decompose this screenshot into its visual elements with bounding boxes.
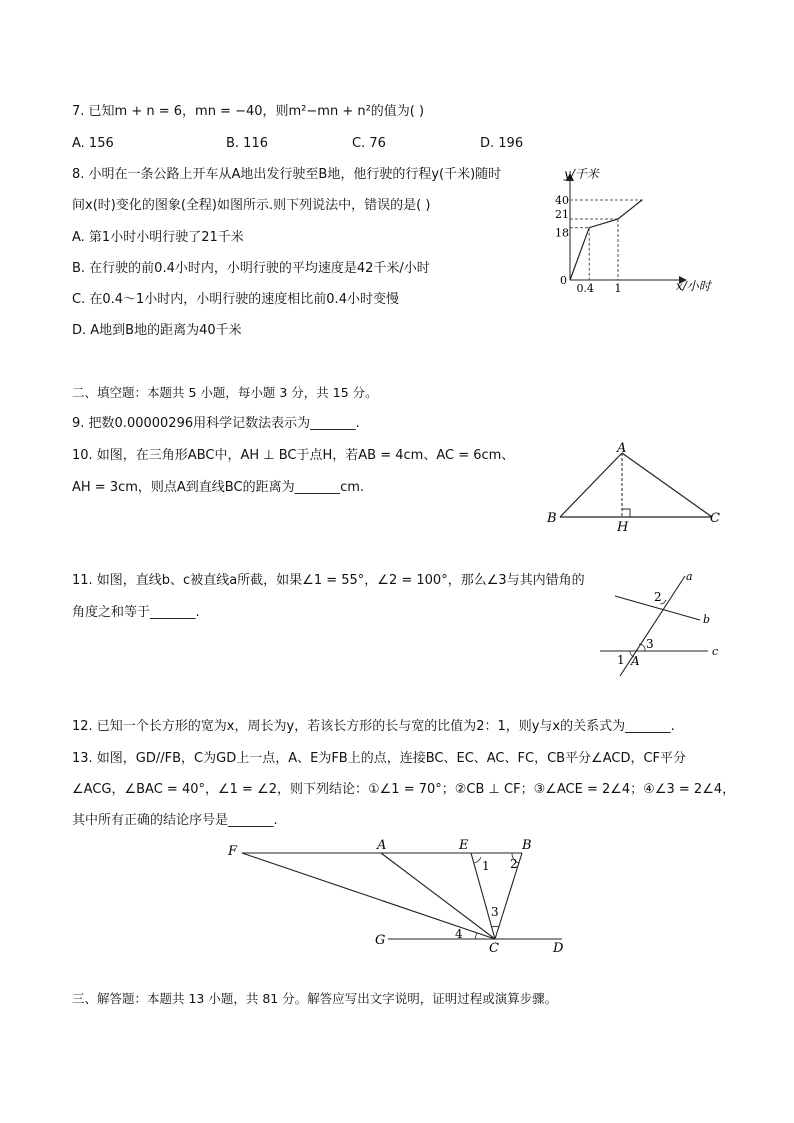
q13-line2: ∠ACG，∠BAC = 40°，∠1 = ∠2，则下列结论：①∠1 = 70°；②CB ⊥ CF；③∠ACE = 2∠4；④∠3 = 2∠4， [72, 782, 736, 797]
graph-guides [570, 200, 644, 280]
label-angle-2: 2 [510, 857, 518, 871]
y-axis-label: y/千米 [564, 167, 599, 181]
section2-heading: 二、填空题：本题共 5 小题，每小题 3 分，共 15 分。 [72, 385, 378, 400]
section3-heading: 三、解答题：本题共 13 小题，共 81 分。解答应写出文字说明，证明过程或演算步骤。 [72, 991, 558, 1006]
label-A: A [617, 441, 627, 456]
q8-option-a: A. 第1小时小明行驶了21千米 [72, 230, 244, 245]
q8-option-d: D. A地到B地的距离为40千米 [72, 323, 242, 338]
y-tick-40: 40 [555, 194, 569, 207]
origin-label: 0 [560, 274, 567, 287]
q8-option-c: C. 在0.4～1小时内，小明行驶的速度相比前0.4小时变慢 [72, 292, 399, 307]
q13-line1: 13. 如图，GD//FB，C为GD上一点，A、E为FB上的点，连接BC、EC、AC、FC，CB平分∠ACD，CF平分 [72, 751, 687, 766]
label-b: b [703, 613, 711, 626]
label-angle-1: 1 [482, 859, 490, 873]
label-a: a [686, 570, 693, 583]
q12-text: 12. 已知一个长方形的宽为x，周长为y，若该长方形的长与宽的比值为2：1，则y与x的关系式为_______. [72, 719, 675, 734]
q10-line1: 10. 如图，在三角形ABC中，AH ⊥ BC于点H，若AB = 4cm、AC = 6cm、 [72, 448, 515, 463]
label-angle-3: 3 [646, 637, 654, 651]
q7-option-c: C. 76 [352, 136, 386, 151]
label-D: D [553, 941, 564, 956]
label-F: F [228, 844, 238, 859]
graph-line [570, 200, 642, 280]
label-B: B [522, 838, 532, 853]
label-angle-1: 1 [617, 653, 625, 667]
label-A: A [377, 838, 387, 853]
y-tick-21: 21 [555, 208, 569, 221]
distance-time-graph [540, 160, 730, 300]
label-B: B [547, 511, 557, 526]
q8-stem-line1: 8. 小明在一条公路上开车从A地出发行驶至B地，他行驶的行程y(千米)随时 [72, 167, 502, 182]
label-G: G [375, 933, 386, 948]
q10-line2: AH = 3cm，则点A到直线BC的距离为_______cm. [72, 480, 365, 495]
parallel-fb-gd-figure [225, 835, 585, 960]
label-E: E [459, 838, 469, 853]
label-angle-2: 2 [654, 590, 662, 604]
segment-bc [495, 853, 522, 939]
q8-stem-line2: 间x(时)变化的图象(全程)如图所示.则下列说法中，错误的是( ) [72, 198, 431, 213]
y-tick-18: 18 [555, 226, 569, 240]
q9-text: 9. 把数0.00000296用科学记数法表示为_______. [72, 416, 360, 431]
q11-line1: 11. 如图，直线b、c被直线a所截，如果∠1 = 55°，∠2 = 100°，那么∠3与其内错角的 [72, 573, 585, 588]
parallel-lines-figure [590, 568, 730, 683]
x-axis-label: x/小时 [676, 279, 711, 293]
q13-line3: 其中所有正确的结论序号是_______. [72, 813, 278, 828]
line-a [620, 576, 685, 676]
label-angle-3: 3 [491, 905, 499, 919]
q7-stem: 7. 已知m + n = 6，mn = −40，则m²−mn + n²的值为( ) [72, 104, 425, 119]
x-tick-1: 1 [614, 282, 622, 295]
label-C: C [710, 511, 720, 526]
q8-option-b: B. 在行驶的前0.4小时内，小明行驶的平均速度是42千米/小时 [72, 261, 430, 276]
q7-option-b: B. 116 [226, 136, 268, 151]
label-point-A: A [631, 654, 640, 668]
label-H: H [617, 520, 629, 535]
label-C: C [489, 941, 499, 956]
q7-option-d: D. 196 [480, 136, 524, 151]
label-angle-4: 4 [455, 927, 463, 941]
triangle-abc-figure [540, 440, 730, 535]
label-c: c [712, 645, 719, 658]
q7-option-a: A. 156 [72, 136, 114, 151]
segment-ac [381, 853, 495, 939]
x-tick-0.4: 0.4 [576, 282, 594, 295]
q11-line2: 角度之和等于_______. [72, 605, 200, 620]
